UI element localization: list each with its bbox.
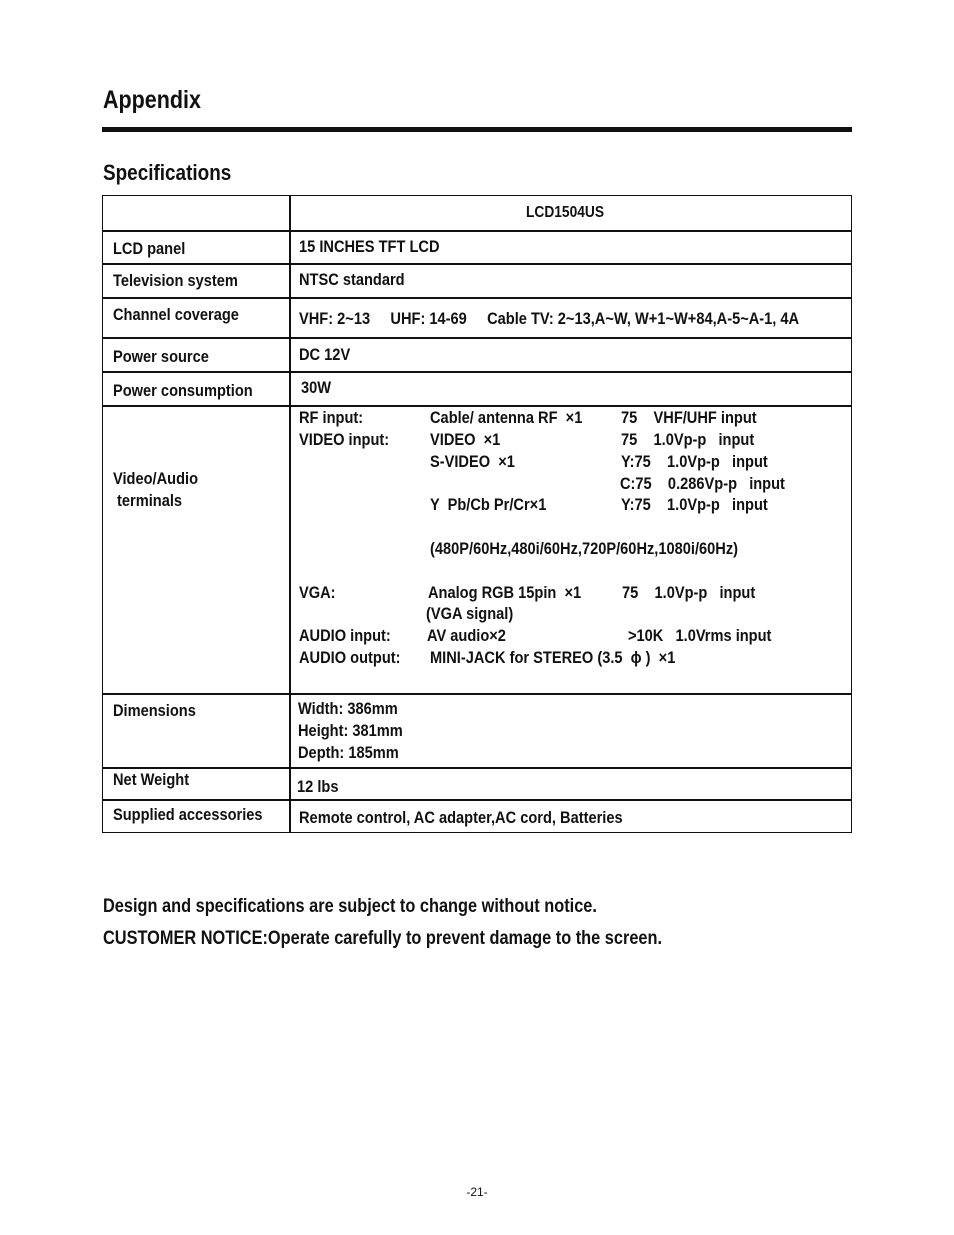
video-input-item: VIDEO ×1 — [430, 430, 501, 449]
svideo-item: S-VIDEO ×1 — [430, 452, 515, 471]
rf-input-spec: 75 VHF/UHF input — [621, 408, 757, 427]
row-divider — [103, 371, 851, 373]
audio-output-item: MINI-JACK for STEREO (3.5 ϕ ) ×1 — [430, 648, 676, 667]
ypbpr-spec: Y:75 1.0Vp-p input — [621, 495, 768, 514]
row-divider — [103, 297, 851, 299]
rf-input-item: Cable/ antenna RF ×1 — [430, 408, 583, 427]
row-divider — [103, 230, 851, 232]
accessories-label: Supplied accessories — [113, 805, 263, 824]
accessories-value: Remote control, AC adapter,AC cord, Batteries — [299, 808, 623, 827]
power-source-value: DC 12V — [299, 345, 351, 364]
row-divider — [103, 693, 851, 695]
channel-coverage-value: VHF: 2~13 UHF: 14-69 Cable TV: 2~13,A~W, W+1~W+84,A-5~A-1, 4A — [299, 309, 800, 328]
svideo-spec-y: Y:75 1.0Vp-p input — [621, 452, 768, 471]
channel-coverage-label: Channel coverage — [113, 305, 239, 324]
rf-input-label: RF input: — [299, 408, 364, 427]
row-divider — [103, 405, 851, 407]
page-number: -21- — [466, 1185, 488, 1199]
customer-notice: CUSTOMER NOTICE:Operate carefully to prevent damage to the screen. — [103, 928, 663, 949]
vga-label: VGA: — [299, 583, 336, 602]
svideo-spec-c: C:75 0.286Vp-p input — [620, 474, 785, 493]
tv-system-value: NTSC standard — [299, 270, 405, 289]
lcd-panel-value: 15 INCHES TFT LCD — [299, 237, 440, 256]
row-divider — [103, 799, 851, 801]
supported-formats: (480P/60Hz,480i/60Hz,720P/60Hz,1080i/60Hz) — [430, 539, 739, 558]
terminals-label-line2: terminals — [113, 491, 183, 510]
vga-spec: 75 1.0Vp-p input — [622, 583, 756, 602]
dimensions-label: Dimensions — [113, 701, 196, 720]
audio-output-label: AUDIO output: — [299, 648, 401, 667]
net-weight-value: 12 lbs — [297, 777, 339, 796]
dimensions-depth: Depth: 185mm — [298, 743, 399, 762]
power-source-label: Power source — [113, 347, 209, 366]
power-consumption-label: Power consumption — [113, 381, 253, 400]
audio-input-item: AV audio×2 — [427, 626, 506, 645]
row-divider — [103, 767, 851, 769]
dimensions-width: Width: 386mm — [298, 699, 398, 718]
video-input-label: VIDEO input: — [299, 430, 390, 449]
lcd-panel-label: LCD panel — [113, 239, 186, 258]
terminals-label: Video/Audio — [113, 469, 199, 488]
disclaimer-note: Design and specifications are subject to change without notice. — [103, 896, 597, 917]
audio-input-spec: >10K 1.0Vrms input — [628, 626, 772, 645]
section-title: Specifications — [103, 160, 232, 185]
video-input-spec: 75 1.0Vp-p input — [621, 430, 755, 449]
audio-input-label: AUDIO input: — [299, 626, 391, 645]
column-divider — [289, 196, 291, 832]
power-consumption-value: 30W — [301, 378, 332, 397]
title-divider — [102, 127, 852, 132]
tv-system-label: Television system — [113, 271, 238, 290]
net-weight-label: Net Weight — [113, 770, 190, 789]
vga-item: Analog RGB 15pin ×1 — [428, 583, 582, 602]
specifications-table — [102, 195, 852, 833]
page-title: Appendix — [103, 86, 201, 114]
ypbpr-item: Y Pb/Cb Pr/Cr×1 — [430, 495, 547, 514]
dimensions-height: Height: 381mm — [298, 721, 403, 740]
row-divider — [103, 337, 851, 339]
vga-signal: (VGA signal) — [426, 604, 514, 623]
model-header: LCD1504US — [526, 204, 605, 221]
row-divider — [103, 263, 851, 265]
